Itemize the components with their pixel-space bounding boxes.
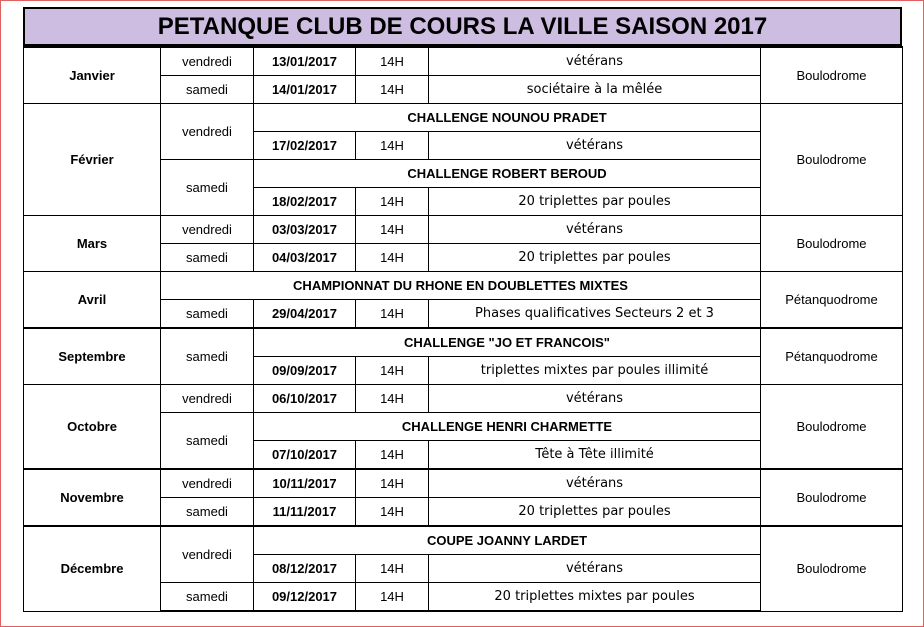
- note-cell: 20 triplettes par poules: [429, 188, 761, 216]
- day-cell: vendredi: [161, 216, 254, 244]
- time-cell: 14H: [356, 583, 429, 612]
- day-cell: samedi: [161, 244, 254, 272]
- note-cell: Phases qualificatives Secteurs 2 et 3: [429, 300, 761, 329]
- day-cell: samedi: [161, 300, 254, 329]
- event-cell: CHALLENGE ROBERT BEROUD: [254, 160, 761, 188]
- place-cell: Pétanquodrome: [761, 328, 903, 385]
- date-cell: 18/02/2017: [254, 188, 356, 216]
- date-cell: 11/11/2017: [254, 498, 356, 527]
- time-cell: 14H: [356, 385, 429, 413]
- day-cell: vendredi: [161, 47, 254, 76]
- month-fevrier: Février: [24, 104, 161, 216]
- time-cell: 14H: [356, 244, 429, 272]
- event-cell: COUPE JOANNY LARDET: [254, 526, 761, 555]
- event-cell: CHALLENGE HENRI CHARMETTE: [254, 413, 761, 441]
- date-cell: 04/03/2017: [254, 244, 356, 272]
- table-row: [24, 469, 903, 498]
- month-decembre: Décembre: [24, 526, 161, 611]
- month-octobre: Octobre: [24, 385, 161, 470]
- time-cell: 14H: [356, 216, 429, 244]
- day-cell: samedi: [161, 413, 254, 470]
- day-cell: samedi: [161, 583, 254, 612]
- time-cell: 14H: [356, 555, 429, 583]
- time-cell: 14H: [356, 357, 429, 385]
- table-row: [24, 104, 903, 132]
- day-cell: samedi: [161, 498, 254, 527]
- championship-cell: CHAMPIONNAT DU RHONE EN DOUBLETTES MIXTES: [161, 272, 761, 300]
- date-cell: 13/01/2017: [254, 47, 356, 76]
- note-cell: triplettes mixtes par poules illimité: [429, 357, 761, 385]
- table-row: [24, 216, 903, 244]
- page-title: PETANQUE CLUB DE COURS LA VILLE SAISON 2017: [23, 7, 902, 46]
- date-cell: 03/03/2017: [254, 216, 356, 244]
- date-cell: 14/01/2017: [254, 76, 356, 104]
- time-cell: 14H: [356, 188, 429, 216]
- time-cell: 14H: [356, 76, 429, 104]
- table-row: [24, 272, 903, 300]
- event-cell: CHALLENGE "JO ET FRANCOIS": [254, 328, 761, 357]
- month-mars: Mars: [24, 216, 161, 272]
- note-cell: 20 triplettes par poules: [429, 244, 761, 272]
- date-cell: 10/11/2017: [254, 469, 356, 498]
- note-cell: 20 triplettes mixtes par poules: [429, 583, 761, 612]
- date-cell: 07/10/2017: [254, 441, 356, 470]
- table-row: [24, 328, 903, 357]
- note-cell: vétérans: [429, 132, 761, 160]
- day-cell: vendredi: [161, 469, 254, 498]
- month-janvier: Janvier: [24, 47, 161, 104]
- event-cell: CHALLENGE NOUNOU PRADET: [254, 104, 761, 132]
- place-cell: Boulodrome: [761, 526, 903, 611]
- table-row: [24, 385, 903, 413]
- note-cell: 20 triplettes par poules: [429, 498, 761, 527]
- date-cell: 09/12/2017: [254, 583, 356, 612]
- date-cell: 08/12/2017: [254, 555, 356, 583]
- day-cell: samedi: [161, 328, 254, 385]
- place-cell: Boulodrome: [761, 104, 903, 216]
- note-cell: vétérans: [429, 47, 761, 76]
- table-row: [24, 47, 903, 76]
- day-cell: vendredi: [161, 104, 254, 160]
- place-cell: Pétanquodrome: [761, 272, 903, 329]
- note-cell: Tête à Tête illimité: [429, 441, 761, 470]
- day-cell: samedi: [161, 160, 254, 216]
- table-row: [24, 526, 903, 555]
- place-cell: Boulodrome: [761, 469, 903, 526]
- note-cell: vétérans: [429, 555, 761, 583]
- date-cell: 06/10/2017: [254, 385, 356, 413]
- date-cell: 17/02/2017: [254, 132, 356, 160]
- calendar-table: [23, 46, 903, 612]
- time-cell: 14H: [356, 469, 429, 498]
- note-cell: sociétaire à la mêlée: [429, 76, 761, 104]
- note-cell: vétérans: [429, 216, 761, 244]
- place-cell: Boulodrome: [761, 216, 903, 272]
- day-cell: samedi: [161, 76, 254, 104]
- time-cell: 14H: [356, 47, 429, 76]
- time-cell: 14H: [356, 300, 429, 329]
- date-cell: 09/09/2017: [254, 357, 356, 385]
- note-cell: vétérans: [429, 385, 761, 413]
- time-cell: 14H: [356, 132, 429, 160]
- date-cell: 29/04/2017: [254, 300, 356, 329]
- place-cell: Boulodrome: [761, 47, 903, 104]
- month-septembre: Septembre: [24, 328, 161, 385]
- place-cell: Boulodrome: [761, 385, 903, 470]
- time-cell: 14H: [356, 498, 429, 527]
- note-cell: vétérans: [429, 469, 761, 498]
- month-novembre: Novembre: [24, 469, 161, 526]
- day-cell: vendredi: [161, 385, 254, 413]
- day-cell: vendredi: [161, 526, 254, 583]
- month-avril: Avril: [24, 272, 161, 329]
- time-cell: 14H: [356, 441, 429, 470]
